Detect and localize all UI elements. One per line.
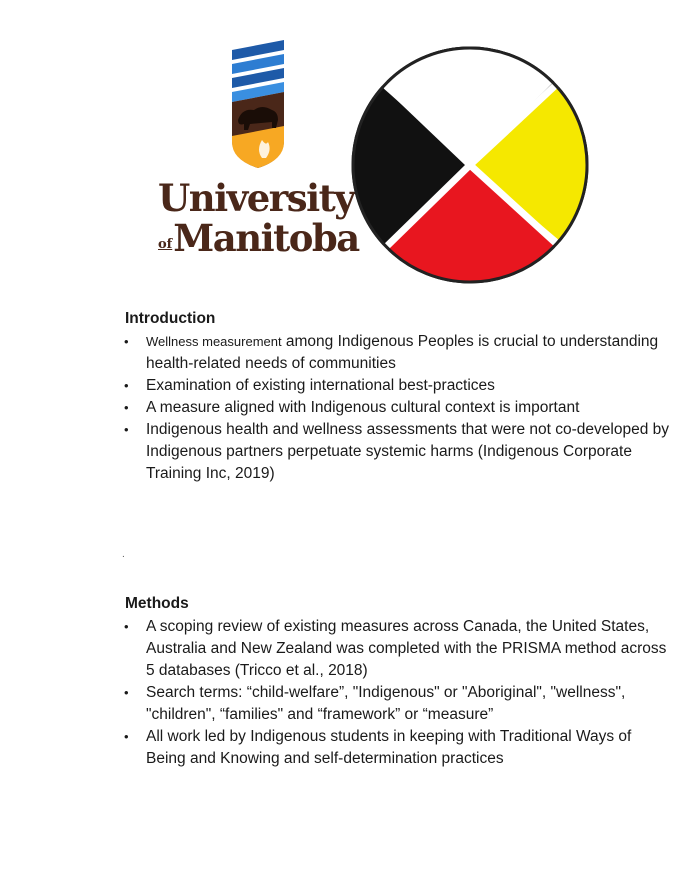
list-item-text: A scoping review of existing measures across Canada, the United States, Australia and New Zealand was completed with the PRISMA method across 5 databases (Tricco et al., 2018) — [146, 618, 667, 679]
bullet-icon: • — [124, 334, 129, 349]
logo-wordmark-manitoba-text: Manitoba — [173, 216, 359, 260]
methods-list — [112, 616, 672, 770]
separator-dot: . — [122, 549, 125, 560]
introduction-section — [112, 309, 672, 485]
list-item — [112, 375, 672, 397]
list-item-text: Search terms: “child-welfare”, "Indigenous" or "Aboriginal", "wellness", "children", “families" and “framework” or “measure” — [146, 684, 626, 723]
bullet-icon: • — [124, 422, 129, 437]
list-item-text: A measure aligned with Indigenous cultural context is important — [146, 399, 580, 416]
list-item-prefix: Wellness measurement — [146, 334, 282, 349]
introduction-list — [112, 331, 672, 485]
medicine-wheel-image — [350, 45, 590, 285]
list-item-text: Examination of existing international best-practices — [146, 377, 495, 394]
list-item-text: Indigenous health and wellness assessments that were not co-developed by Indigenous partners perpetuate systemic harms (Indigenous Corporate Training Inc, 2019) — [146, 421, 670, 482]
list-item — [112, 726, 672, 770]
bullet-icon: • — [124, 729, 129, 744]
bullet-icon: • — [124, 619, 129, 634]
introduction-heading: Introduction — [125, 310, 216, 327]
university-logo — [150, 40, 360, 260]
list-item — [112, 397, 672, 419]
methods-section — [112, 594, 672, 770]
list-item — [112, 616, 672, 682]
list-item-text: All work led by Indigenous students in keeping with Traditional Ways of Being and Knowing and self-determination practices — [146, 728, 632, 767]
logo-wordmark-university: University — [158, 176, 355, 220]
list-item-text: among Indigenous Peoples is crucial to understanding health-related needs of communities — [146, 333, 659, 372]
list-item — [112, 419, 672, 485]
bullet-icon: • — [124, 400, 129, 415]
list-item — [112, 682, 672, 726]
bison-crest-icon — [218, 40, 298, 170]
list-item — [112, 331, 672, 375]
logo-wordmark-of: of — [158, 237, 173, 252]
bullet-icon: • — [124, 378, 129, 393]
methods-heading: Methods — [125, 595, 189, 612]
bullet-icon: • — [124, 685, 129, 700]
logo-wordmark-manitoba — [158, 216, 359, 260]
